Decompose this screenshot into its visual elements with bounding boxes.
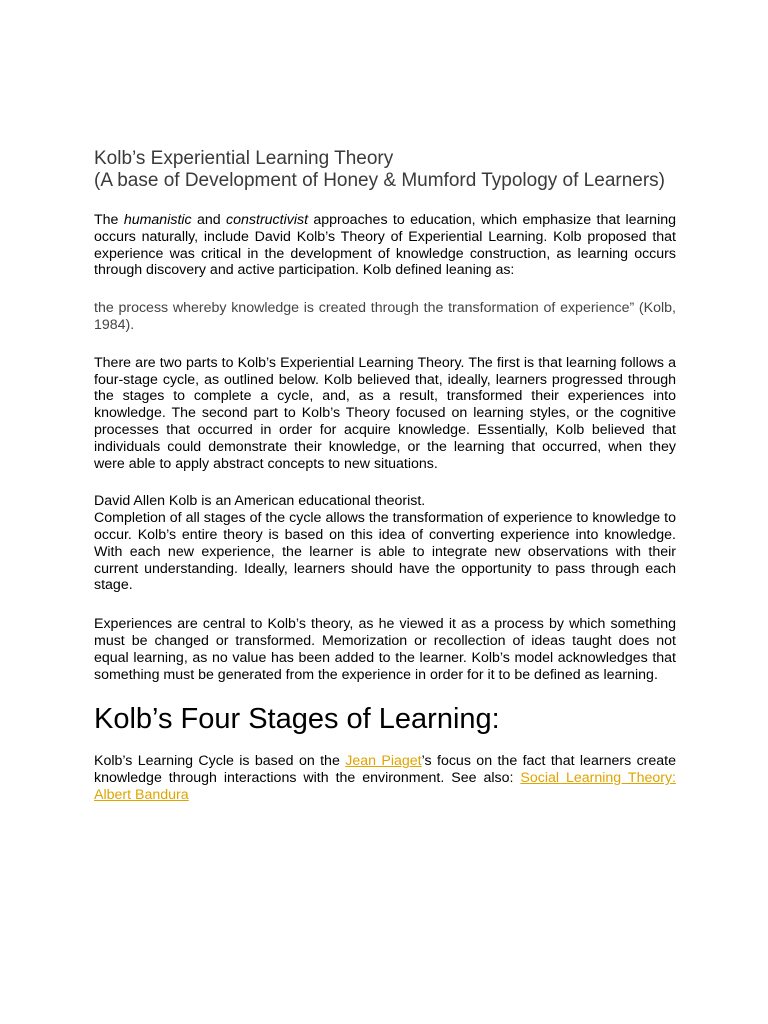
experiences-paragraph: Experiences are central to Kolb’s theory, as he viewed it as a process by which something must be changed or transformed. Memorization or recollection of ideas taught does not equal learning, as no value has been added to the learner. Kolb’s model acknowledges that something must be generated from the experience in order for it to be defined as learning.	[94, 616, 676, 683]
learning-cycle-paragraph	[94, 753, 676, 803]
document-title: Kolb’s Experiential Learning Theory	[94, 148, 394, 169]
intro-paragraph	[94, 212, 676, 279]
social-learning-theory-link[interactable]: Social Learning Theory: Albert Bandura	[94, 770, 676, 803]
intro-emphasis-constructivist: constructivist	[226, 212, 309, 228]
kolb-quote: the process whereby knowledge is created through the transformation of experience” (Kolb, 1984).	[94, 300, 676, 333]
completion-paragraph: Completion of all stages of the cycle allows the transformation of experience to knowledge to occur. Kolb’s entire theory is based on this idea of converting experience into knowledge. With each new experience, the learner is able to integrate new observations with their current understanding. Ideally, learners should have the opportunity to pass through each stage.	[94, 510, 676, 594]
jean-piaget-link[interactable]: Jean Piaget	[345, 753, 422, 770]
intro-text-and: and	[191, 212, 227, 228]
two-parts-paragraph: There are two parts to Kolb’s Experiential Learning Theory. The first is that learning follows a four-stage cycle, as outlined below. Kolb believed that, ideally, learners progressed through the stages to complete a cycle, and, as a result, transformed their experiences into knowledge. The second part to Kolb’s Theory focused on learning styles, or the cognitive processes that occurred in order for acquire knowledge. Essentially, Kolb believed that individuals could demonstrate their knowledge, or the learning that occurred, when they were able to apply abstract concepts to new situations.	[94, 354, 676, 472]
document-subtitle: (A base of Development of Honey & Mumford Typology of Learners)	[94, 170, 666, 191]
intro-emphasis-humanistic: humanistic	[123, 212, 192, 228]
intro-text-start: The	[94, 212, 124, 228]
theorist-paragraph: David Allen Kolb is an American educational theorist.	[94, 493, 426, 510]
cycle-text-start: Kolb’s Learning Cycle is based on the	[94, 753, 346, 770]
intro-text-rest: approaches to education, which emphasize that learning occurs naturally, include David Kolb’s Theory of Experiential Learning. Kolb proposed that experience was critical in the development of knowledge construction, as learning occurs through discovery and active participation. Kolb defined leaning as:	[94, 212, 676, 279]
section-heading: Kolb’s Four Stages of Learning:	[94, 703, 500, 736]
cycle-text-middle: ’s focus on the fact that learners create knowledge through interactions with the environment. See also:	[94, 753, 676, 787]
document-body	[94, 148, 676, 804]
